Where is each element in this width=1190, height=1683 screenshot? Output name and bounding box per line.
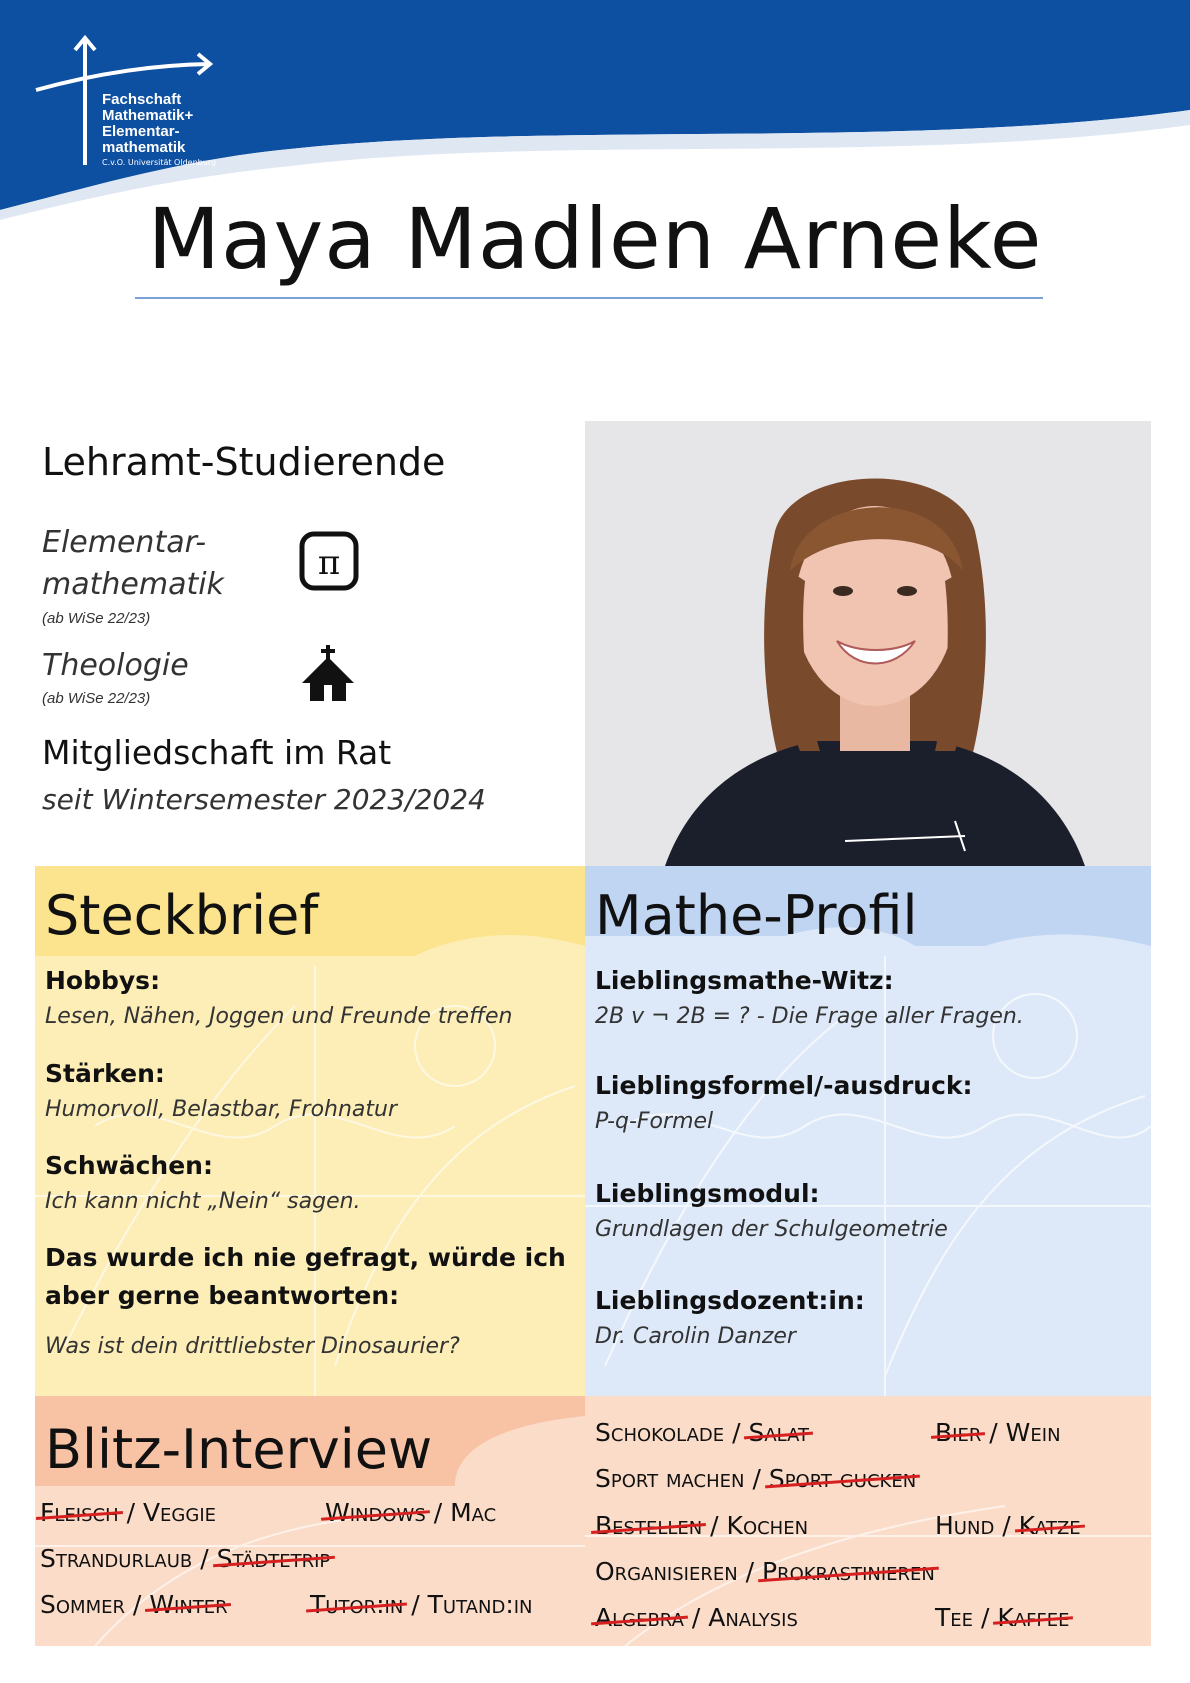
blitz-option-crossed: Katze xyxy=(1018,1511,1081,1540)
blitz-option-crossed: Salat xyxy=(748,1418,809,1447)
blitz-pair-sport xyxy=(595,1464,916,1493)
blitz-option: Veggie xyxy=(142,1498,217,1527)
fachschaft-logo xyxy=(30,30,230,170)
blitz-pair-organisieren xyxy=(595,1557,935,1586)
blitz-separator: / xyxy=(744,1464,769,1493)
blitz-pair-hund-katze xyxy=(935,1511,1081,1540)
blitz-pair-schokolade-salat xyxy=(595,1418,809,1447)
witz-answer: 2B v ¬ 2B = ? - Die Frage aller Fragen. xyxy=(595,1004,1024,1029)
staerken-label: Stärken: xyxy=(45,1059,165,1088)
logo-line-1: Fachschaft xyxy=(102,91,182,108)
formel-label: Lieblingsformel/-ausdruck: xyxy=(595,1071,973,1100)
blitz-option-crossed: Fleisch xyxy=(40,1498,119,1527)
blitz-option: Schokolade xyxy=(595,1418,725,1447)
dozent-answer: Dr. Carolin Danzer xyxy=(595,1324,796,1349)
blitz-pair-bestellen-kochen xyxy=(595,1511,808,1540)
study-1-since: (ab WiSe 22/23) xyxy=(42,610,151,627)
modul-label: Lieblingsmodul: xyxy=(595,1179,820,1208)
study-2-line-1: Theologie xyxy=(42,648,189,683)
blitz-option-crossed: Kaffee xyxy=(997,1603,1070,1632)
blitz-interview-panel-right xyxy=(585,1396,1151,1646)
blitz-pair-tee-kaffee xyxy=(935,1603,1070,1632)
blitz-pair-windows-mac xyxy=(325,1498,496,1527)
blitz-pair-sommer-winter xyxy=(40,1590,228,1619)
study-1-line-2: mathematik xyxy=(42,567,224,602)
study-1-line-1: Elementar- xyxy=(42,525,207,560)
blitz-option: Analysis xyxy=(708,1603,798,1632)
study-2-since: (ab WiSe 22/23) xyxy=(42,690,151,707)
blitz-separator: / xyxy=(118,1498,143,1527)
blitz-option-crossed: Windows xyxy=(325,1498,426,1527)
blitz-separator: / xyxy=(973,1603,998,1632)
dozent-label: Lieblingsdozent:in: xyxy=(595,1286,865,1315)
blitz-option: Organisieren xyxy=(595,1557,738,1586)
role-heading: Lehramt-Studierende xyxy=(42,440,446,484)
modul-answer: Grundlagen der Schulgeometrie xyxy=(595,1217,948,1242)
blitz-option-crossed: Städtetrip xyxy=(216,1544,331,1573)
blitz-option-crossed: Winter xyxy=(149,1590,228,1619)
blitz-option-crossed: Prokrastinieren xyxy=(762,1557,935,1586)
blitz-pair-fleisch-veggie xyxy=(40,1498,216,1527)
portrait-photo xyxy=(585,421,1151,866)
blitz-option-crossed: Tutor:in xyxy=(310,1590,404,1619)
logo-line-2: Mathematik+ xyxy=(102,107,194,124)
blitz-option: Tutand:in xyxy=(427,1590,533,1619)
blitz-option: Sport machen xyxy=(595,1464,745,1493)
steckbrief-title: Steckbrief xyxy=(45,884,319,947)
nie-gefragt-label-1: Das wurde ich nie gefragt, würde ich xyxy=(45,1243,566,1272)
blitz-option: Wein xyxy=(1005,1418,1061,1447)
blitz-separator: / xyxy=(425,1498,451,1527)
blitz-option: Sommer xyxy=(40,1590,125,1619)
steckbrief-panel xyxy=(35,866,585,1396)
blitz-option-crossed: Sport gucken xyxy=(768,1464,917,1493)
matheprofil-panel xyxy=(585,866,1151,1396)
blitz-option-crossed: Bier xyxy=(935,1418,982,1447)
staerken-answer: Humorvoll, Belastbar, Frohnatur xyxy=(45,1097,398,1122)
formel-answer: P-q-Formel xyxy=(595,1109,714,1134)
membership-heading: Mitgliedschaft im Rat xyxy=(42,733,392,772)
blitz-separator: / xyxy=(403,1590,428,1619)
blitz-separator: / xyxy=(683,1603,709,1632)
blitz-separator: / xyxy=(702,1511,727,1540)
church-icon xyxy=(300,643,356,703)
hobbys-answer: Lesen, Nähen, Joggen und Freunde treffen xyxy=(45,1004,513,1029)
membership-since: seit Wintersemester 2023/2024 xyxy=(42,783,486,816)
nie-gefragt-answer: Was ist dein drittliebster Dinosaurier? xyxy=(45,1334,460,1359)
blitz-option: Tee xyxy=(935,1603,974,1632)
schwaechen-answer: Ich kann nicht „Nein“ sagen. xyxy=(45,1189,361,1214)
blitz-interview-panel-left xyxy=(35,1396,585,1646)
pi-icon xyxy=(298,530,360,592)
blitz-option: Kochen xyxy=(726,1511,809,1540)
matheprofil-title: Mathe-Profil xyxy=(595,884,918,947)
blitz-pair-strandurlaub-staedtetrip xyxy=(40,1544,330,1573)
page-title: Maya Madlen Arneke xyxy=(147,190,1043,288)
blitz-pair-tutor-tutand xyxy=(310,1590,533,1619)
blitz-option: Mac xyxy=(450,1498,497,1527)
logo-line-4: mathematik xyxy=(102,139,186,156)
nie-gefragt-label-2: aber gerne beantworten: xyxy=(45,1281,400,1310)
blitz-separator: / xyxy=(994,1511,1019,1540)
hobbys-label: Hobbys: xyxy=(45,966,161,995)
witz-label: Lieblingsmathe-Witz: xyxy=(595,966,894,995)
title-divider xyxy=(135,297,1043,299)
blitz-separator: / xyxy=(192,1544,217,1573)
svg-text:π: π xyxy=(317,543,341,583)
blitz-pair-algebra-analysis xyxy=(595,1603,798,1632)
blitz-separator: / xyxy=(724,1418,749,1447)
logo-line-3: Elementar- xyxy=(102,123,180,140)
schwaechen-label: Schwächen: xyxy=(45,1151,213,1180)
blitz-option: Strandurlaub xyxy=(40,1544,193,1573)
blitz-option-crossed: Bestellen xyxy=(595,1511,703,1540)
logo-university: C.v.O. Universität Oldenburg xyxy=(102,158,217,167)
blitz-pair-bier-wein xyxy=(935,1418,1061,1447)
blitz-title: Blitz-Interview xyxy=(45,1418,433,1481)
blitz-separator: / xyxy=(737,1557,762,1586)
blitz-option-crossed: Algebra xyxy=(595,1603,684,1632)
blitz-separator: / xyxy=(981,1418,1006,1447)
blitz-separator: / xyxy=(124,1590,150,1619)
blitz-option: Hund xyxy=(935,1511,995,1540)
